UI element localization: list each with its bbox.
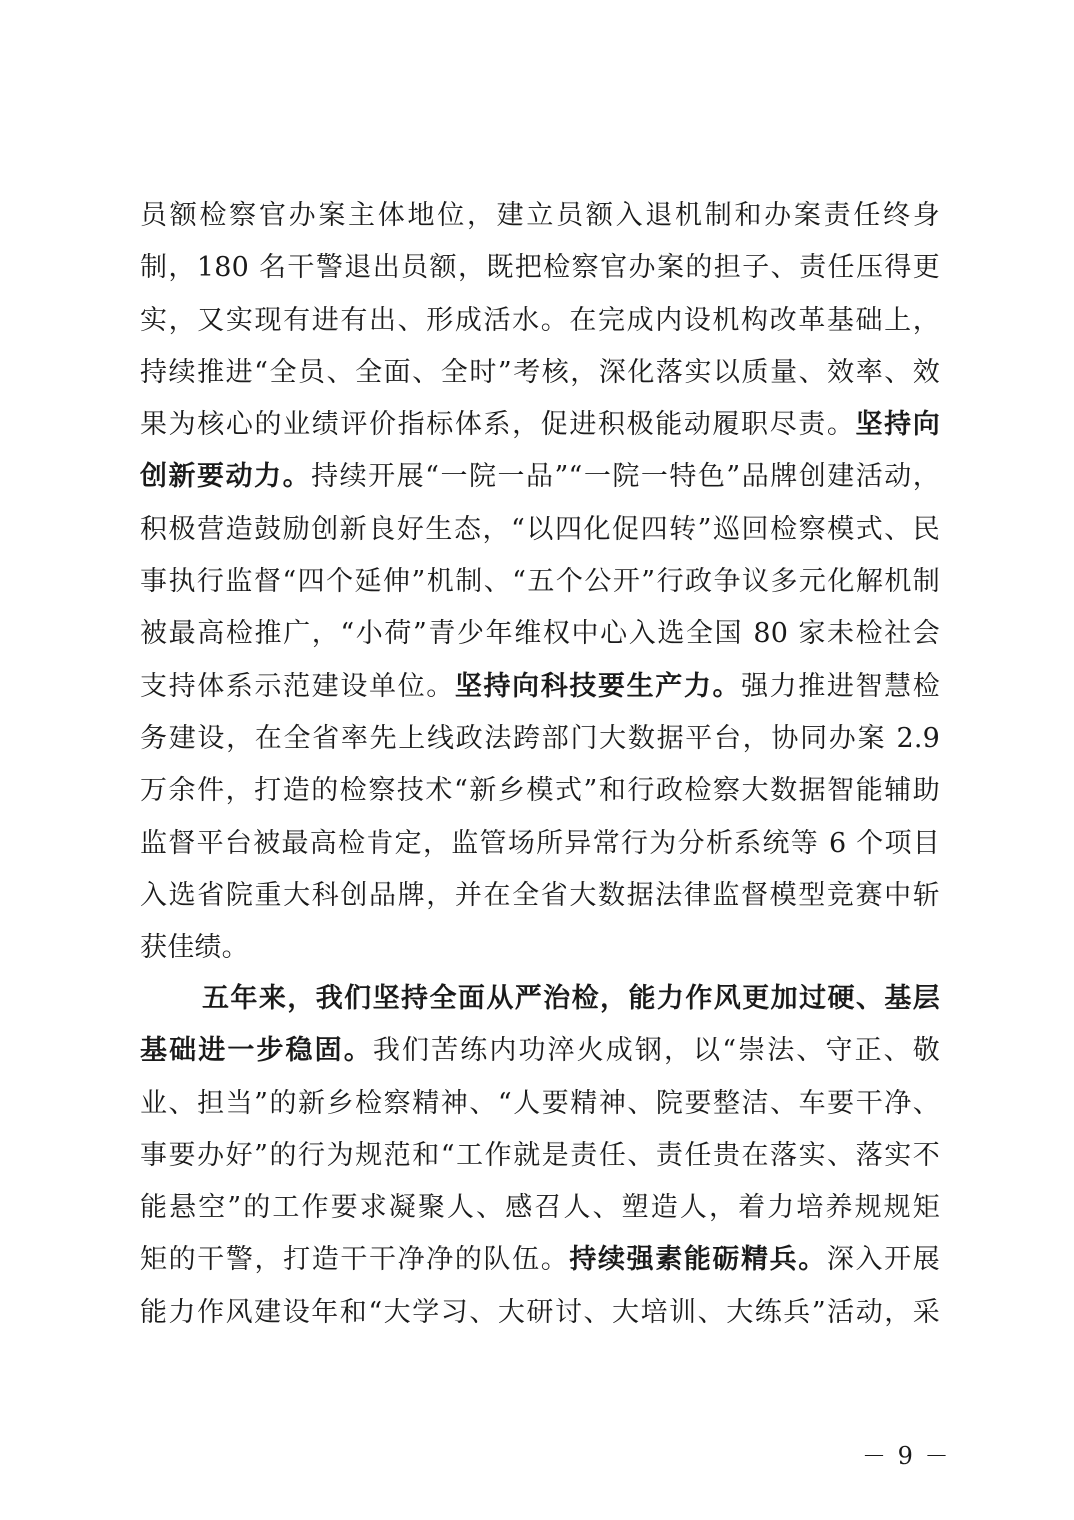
paragraph-2	[140, 973, 940, 1339]
text-line	[140, 713, 940, 765]
line-segment: 获佳绩。	[140, 932, 249, 964]
text-line	[140, 1130, 940, 1182]
text-line	[140, 1182, 940, 1234]
line-segment: 持续开展“一院一品”“一院一特色”品牌创建活动，	[311, 461, 941, 493]
line-segment: 支持体系示范建设单位。	[140, 670, 455, 702]
text-line	[140, 973, 940, 1025]
text-line	[140, 922, 940, 974]
line-segment: 事执行监督“四个延伸”机制、“五个公开”行政争议多元化解机制	[140, 566, 940, 598]
line-segment: 事要办好”的行为规范和“工作就是责任、责任贵在落实、落实不	[140, 1139, 940, 1171]
line-segment: 务建设，在全省率先上线政法跨部门大数据平台，协同办案 2.9	[140, 722, 940, 754]
text-line	[140, 1078, 940, 1130]
text-line	[140, 661, 940, 713]
line-segment: 制，180 名干警退出员额，既把检察官办案的担子、责任压得更	[140, 252, 940, 284]
text-line	[140, 556, 940, 608]
line-segment: 矩的干警，打造干干净净的队伍。	[140, 1244, 570, 1276]
text-line	[140, 765, 940, 817]
text-line	[140, 295, 940, 347]
line-segment: 强力推进智慧检	[741, 670, 940, 702]
paragraph-1	[140, 190, 940, 974]
line-segment: 实，又实现有进有出、形成活水。在完成内设机构改革基础上，	[140, 304, 940, 336]
bold-heading-segment: 创新要动力。	[140, 461, 312, 493]
line-segment: 果为核心的业绩评价指标体系，促进积极能动履职尽责。	[140, 409, 856, 441]
line-segment: 深入开展	[826, 1244, 940, 1276]
line-segment: 业、担当”的新乡检察精神、“人要精神、院要整洁、车要干净、	[140, 1087, 940, 1119]
text-line	[140, 870, 940, 922]
text-line	[140, 399, 940, 451]
bold-heading-segment: 基础进一步稳固。	[140, 1035, 373, 1067]
bold-heading-segment: 持续强素能砺精兵。	[569, 1244, 827, 1276]
bold-heading-segment: 坚持向	[855, 409, 940, 441]
text-line	[140, 818, 940, 870]
line-segment: 万余件，打造的检察技术“新乡模式”和行政检察大数据智能辅助	[140, 775, 940, 807]
text-line	[140, 504, 940, 556]
text-line	[140, 1287, 940, 1339]
text-line	[140, 347, 940, 399]
line-segment: 积极营造鼓励创新良好生态，“以四化促四转”巡回检察模式、民	[140, 513, 940, 545]
line-segment: 员额检察官办案主体地位，建立员额入退机制和办案责任终身	[140, 200, 940, 231]
page-number: － 9 －	[862, 1442, 951, 1470]
line-segment: 入选省院重大科创品牌，并在全省大数据法律监督模型竞赛中斩	[140, 879, 940, 911]
line-segment: 能力作风建设年和“大学习、大研讨、大培训、大练兵”活动，采	[140, 1296, 940, 1328]
line-segment: 监督平台被最高检肯定，监管场所异常行为分析系统等 6 个项目	[140, 827, 940, 859]
line-segment: 被最高检推广，“小荷”青少年维权中心入选全国 80 家未检社会	[140, 618, 940, 650]
text-line	[140, 242, 940, 294]
line-segment: 我们苦练内功淬火成钢，以“崇法、守正、敬	[372, 1035, 940, 1067]
text-line	[140, 190, 940, 242]
bold-heading-segment: 五年来，我们坚持全面从严治检，能力作风更加过硬、基层	[202, 983, 940, 1014]
line-segment: 能悬空”的工作要求凝聚人、感召人、塑造人，着力培养规规矩	[140, 1192, 940, 1224]
text-line	[140, 1025, 940, 1077]
text-line	[140, 608, 940, 660]
text-line	[140, 1234, 940, 1286]
line-segment: 持续推进“全员、全面、全时”考核，深化落实以质量、效率、效	[140, 356, 940, 388]
bold-heading-segment: 坚持向科技要生产力。	[454, 670, 742, 702]
text-line	[140, 451, 940, 503]
